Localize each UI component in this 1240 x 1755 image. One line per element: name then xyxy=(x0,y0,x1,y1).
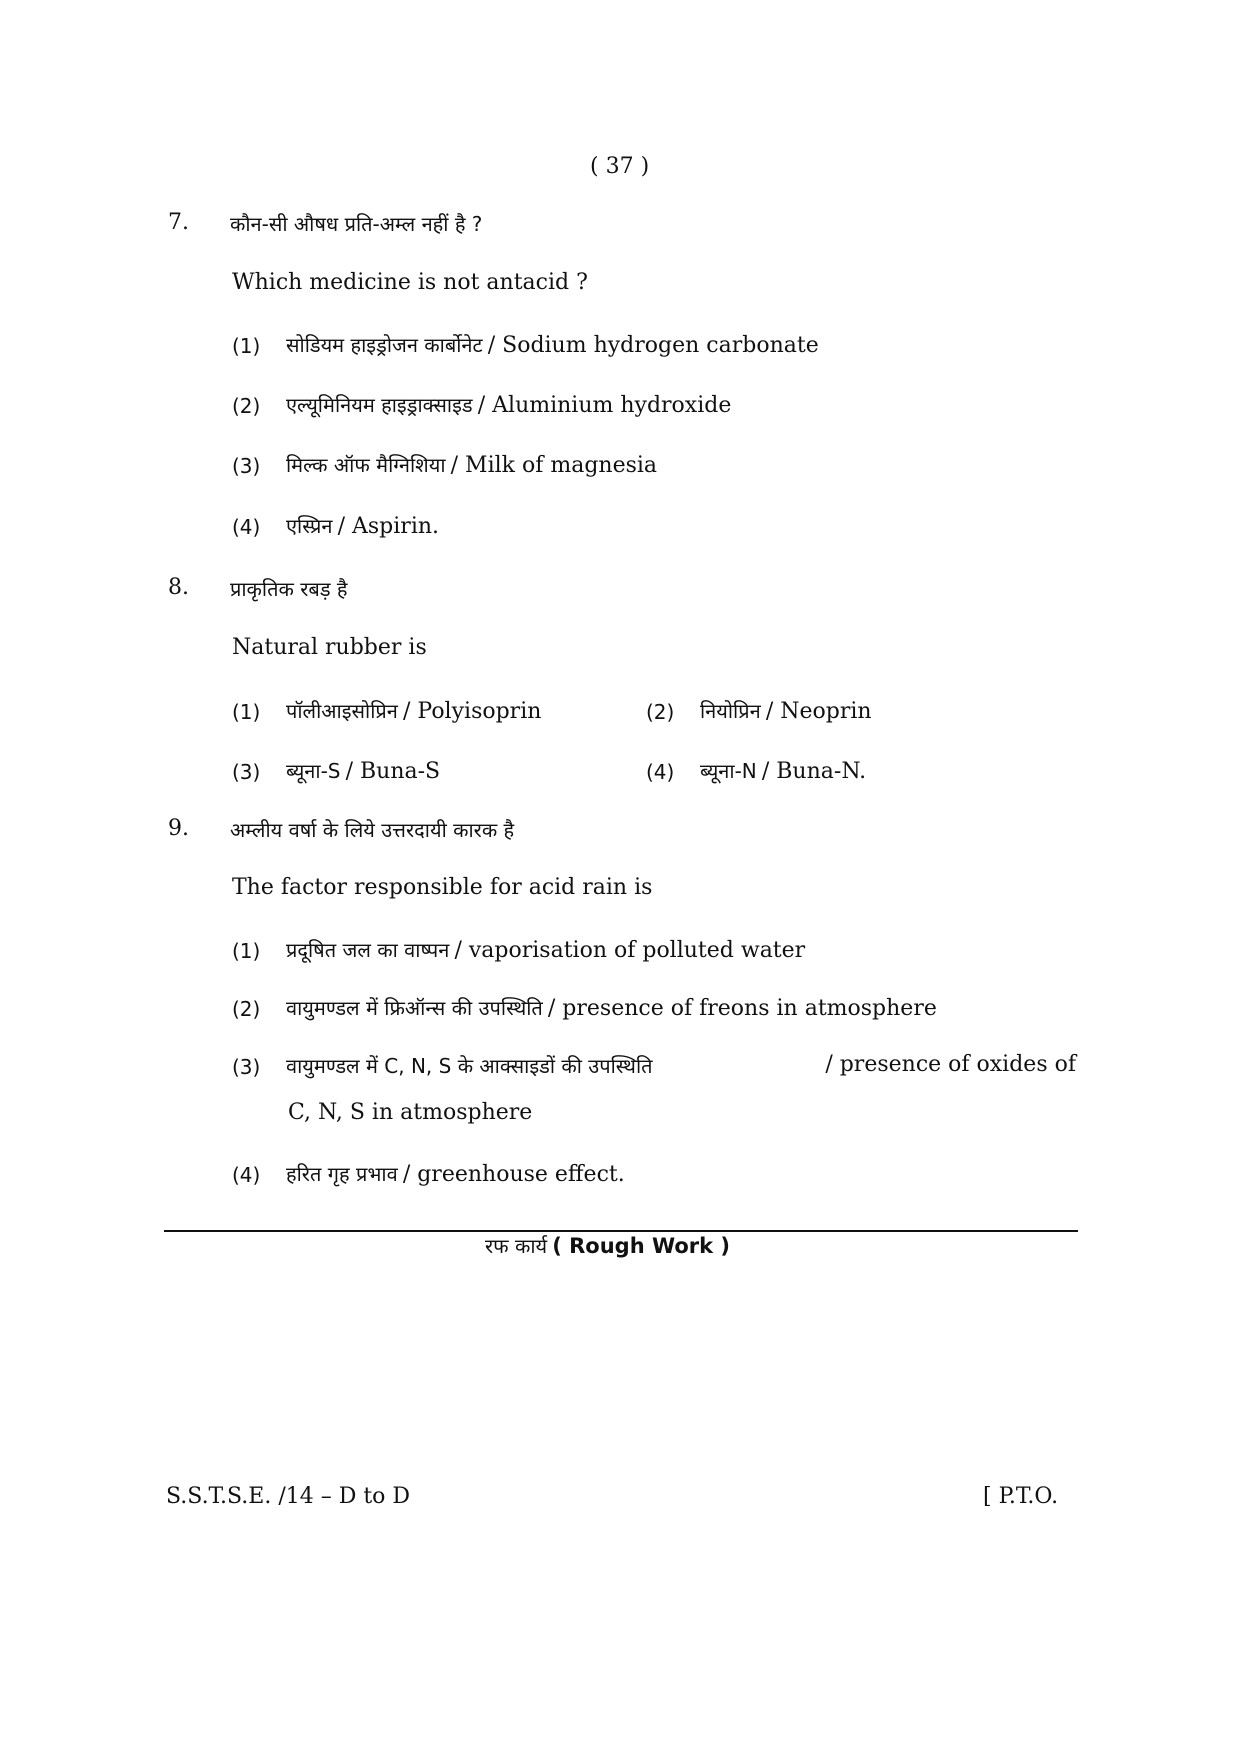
option-hindi: नियोप्रिन xyxy=(700,699,761,723)
option-hindi: एस्प्रिन xyxy=(286,514,333,538)
option-hindi: एल्यूमिनियम हाइड्राक्साइड xyxy=(286,393,473,417)
question-english: Natural rubber is xyxy=(232,635,427,660)
option-english: / presence of oxides of xyxy=(825,1052,1076,1077)
option-english: / Polyisoprin xyxy=(403,699,542,724)
question-hindi: अम्लीय वर्षा के लिये उत्तरदायी कारक है xyxy=(230,818,515,842)
option-english: / greenhouse effect. xyxy=(402,1162,625,1187)
option-english: / Milk of magnesia xyxy=(450,453,658,478)
option-english: / vaporisation of polluted water xyxy=(454,938,806,963)
option-4 xyxy=(286,512,439,539)
option-hindi: ब्यूना-S xyxy=(286,759,341,783)
option-english-continued: C, N, S in atmosphere xyxy=(288,1100,533,1125)
option-1 xyxy=(286,936,805,963)
option-number: (4) xyxy=(232,515,261,539)
option-4 xyxy=(286,1160,625,1187)
page-number: ( 37 ) xyxy=(590,154,650,179)
option-english: / Buna-S xyxy=(345,759,441,784)
question-hindi: कौन-सी औषध प्रति-अम्ल नहीं है ? xyxy=(230,212,483,236)
rough-work-english: ( Rough Work ) xyxy=(552,1234,731,1258)
option-3 xyxy=(286,757,440,784)
option-number: (1) xyxy=(232,700,261,724)
option-english: / Sodium hydrogen carbonate xyxy=(487,333,819,358)
rough-work-hindi: रफ कार्य xyxy=(485,1234,548,1258)
option-3 xyxy=(286,1052,1076,1079)
option-1 xyxy=(286,331,819,358)
option-number: (3) xyxy=(232,1055,261,1079)
question-english: The factor responsible for acid rain is xyxy=(232,875,653,900)
option-number: (3) xyxy=(232,454,261,478)
rough-work-heading xyxy=(485,1232,730,1259)
option-english: / Neoprin xyxy=(765,699,872,724)
option-number: (4) xyxy=(232,1163,261,1187)
option-english: / presence of freons in atmosphere xyxy=(547,996,937,1021)
option-english: / Buna-N. xyxy=(761,759,867,784)
option-3 xyxy=(286,451,657,478)
option-2 xyxy=(286,391,731,418)
footer-pto: [ P.T.O. xyxy=(983,1484,1059,1509)
option-4 xyxy=(700,757,866,784)
option-2 xyxy=(286,994,937,1021)
option-number: (2) xyxy=(232,997,261,1021)
option-hindi: प्रदूषित जल का वाष्पन xyxy=(286,938,450,962)
footer-code: S.S.T.S.E. /14 – D to D xyxy=(166,1484,411,1509)
option-hindi: हरित गृह प्रभाव xyxy=(286,1162,398,1186)
option-hindi: सोडियम हाइड्रोजन कार्बोनेट xyxy=(286,333,483,357)
option-number: (3) xyxy=(232,760,261,784)
option-2 xyxy=(700,697,872,724)
option-number: (1) xyxy=(232,939,261,963)
option-english: / Aspirin. xyxy=(337,514,440,539)
option-english: / Aluminium hydroxide xyxy=(477,393,732,418)
option-hindi: ब्यूना-N xyxy=(700,759,757,783)
question-hindi: प्राकृतिक रबड़ है xyxy=(230,577,348,601)
question-number: 8. xyxy=(168,575,189,600)
option-hindi: मिल्क ऑफ मैग्निशिया xyxy=(286,453,446,477)
option-hindi: वायुमण्डल में C, N, S के आक्साइडों की उपस्थिति xyxy=(286,1054,653,1078)
question-number: 9. xyxy=(168,816,189,841)
option-hindi: पॉलीआइसोप्रिन xyxy=(286,699,398,723)
option-number: (1) xyxy=(232,334,261,358)
option-number: (4) xyxy=(646,760,675,784)
question-number: 7. xyxy=(168,210,189,235)
option-hindi: वायुमण्डल में फ्रिऑन्स की उपस्थिति xyxy=(286,996,543,1020)
option-number: (2) xyxy=(646,700,675,724)
option-number: (2) xyxy=(232,394,261,418)
question-english: Which medicine is not antacid ? xyxy=(232,270,588,295)
option-1 xyxy=(286,697,541,724)
